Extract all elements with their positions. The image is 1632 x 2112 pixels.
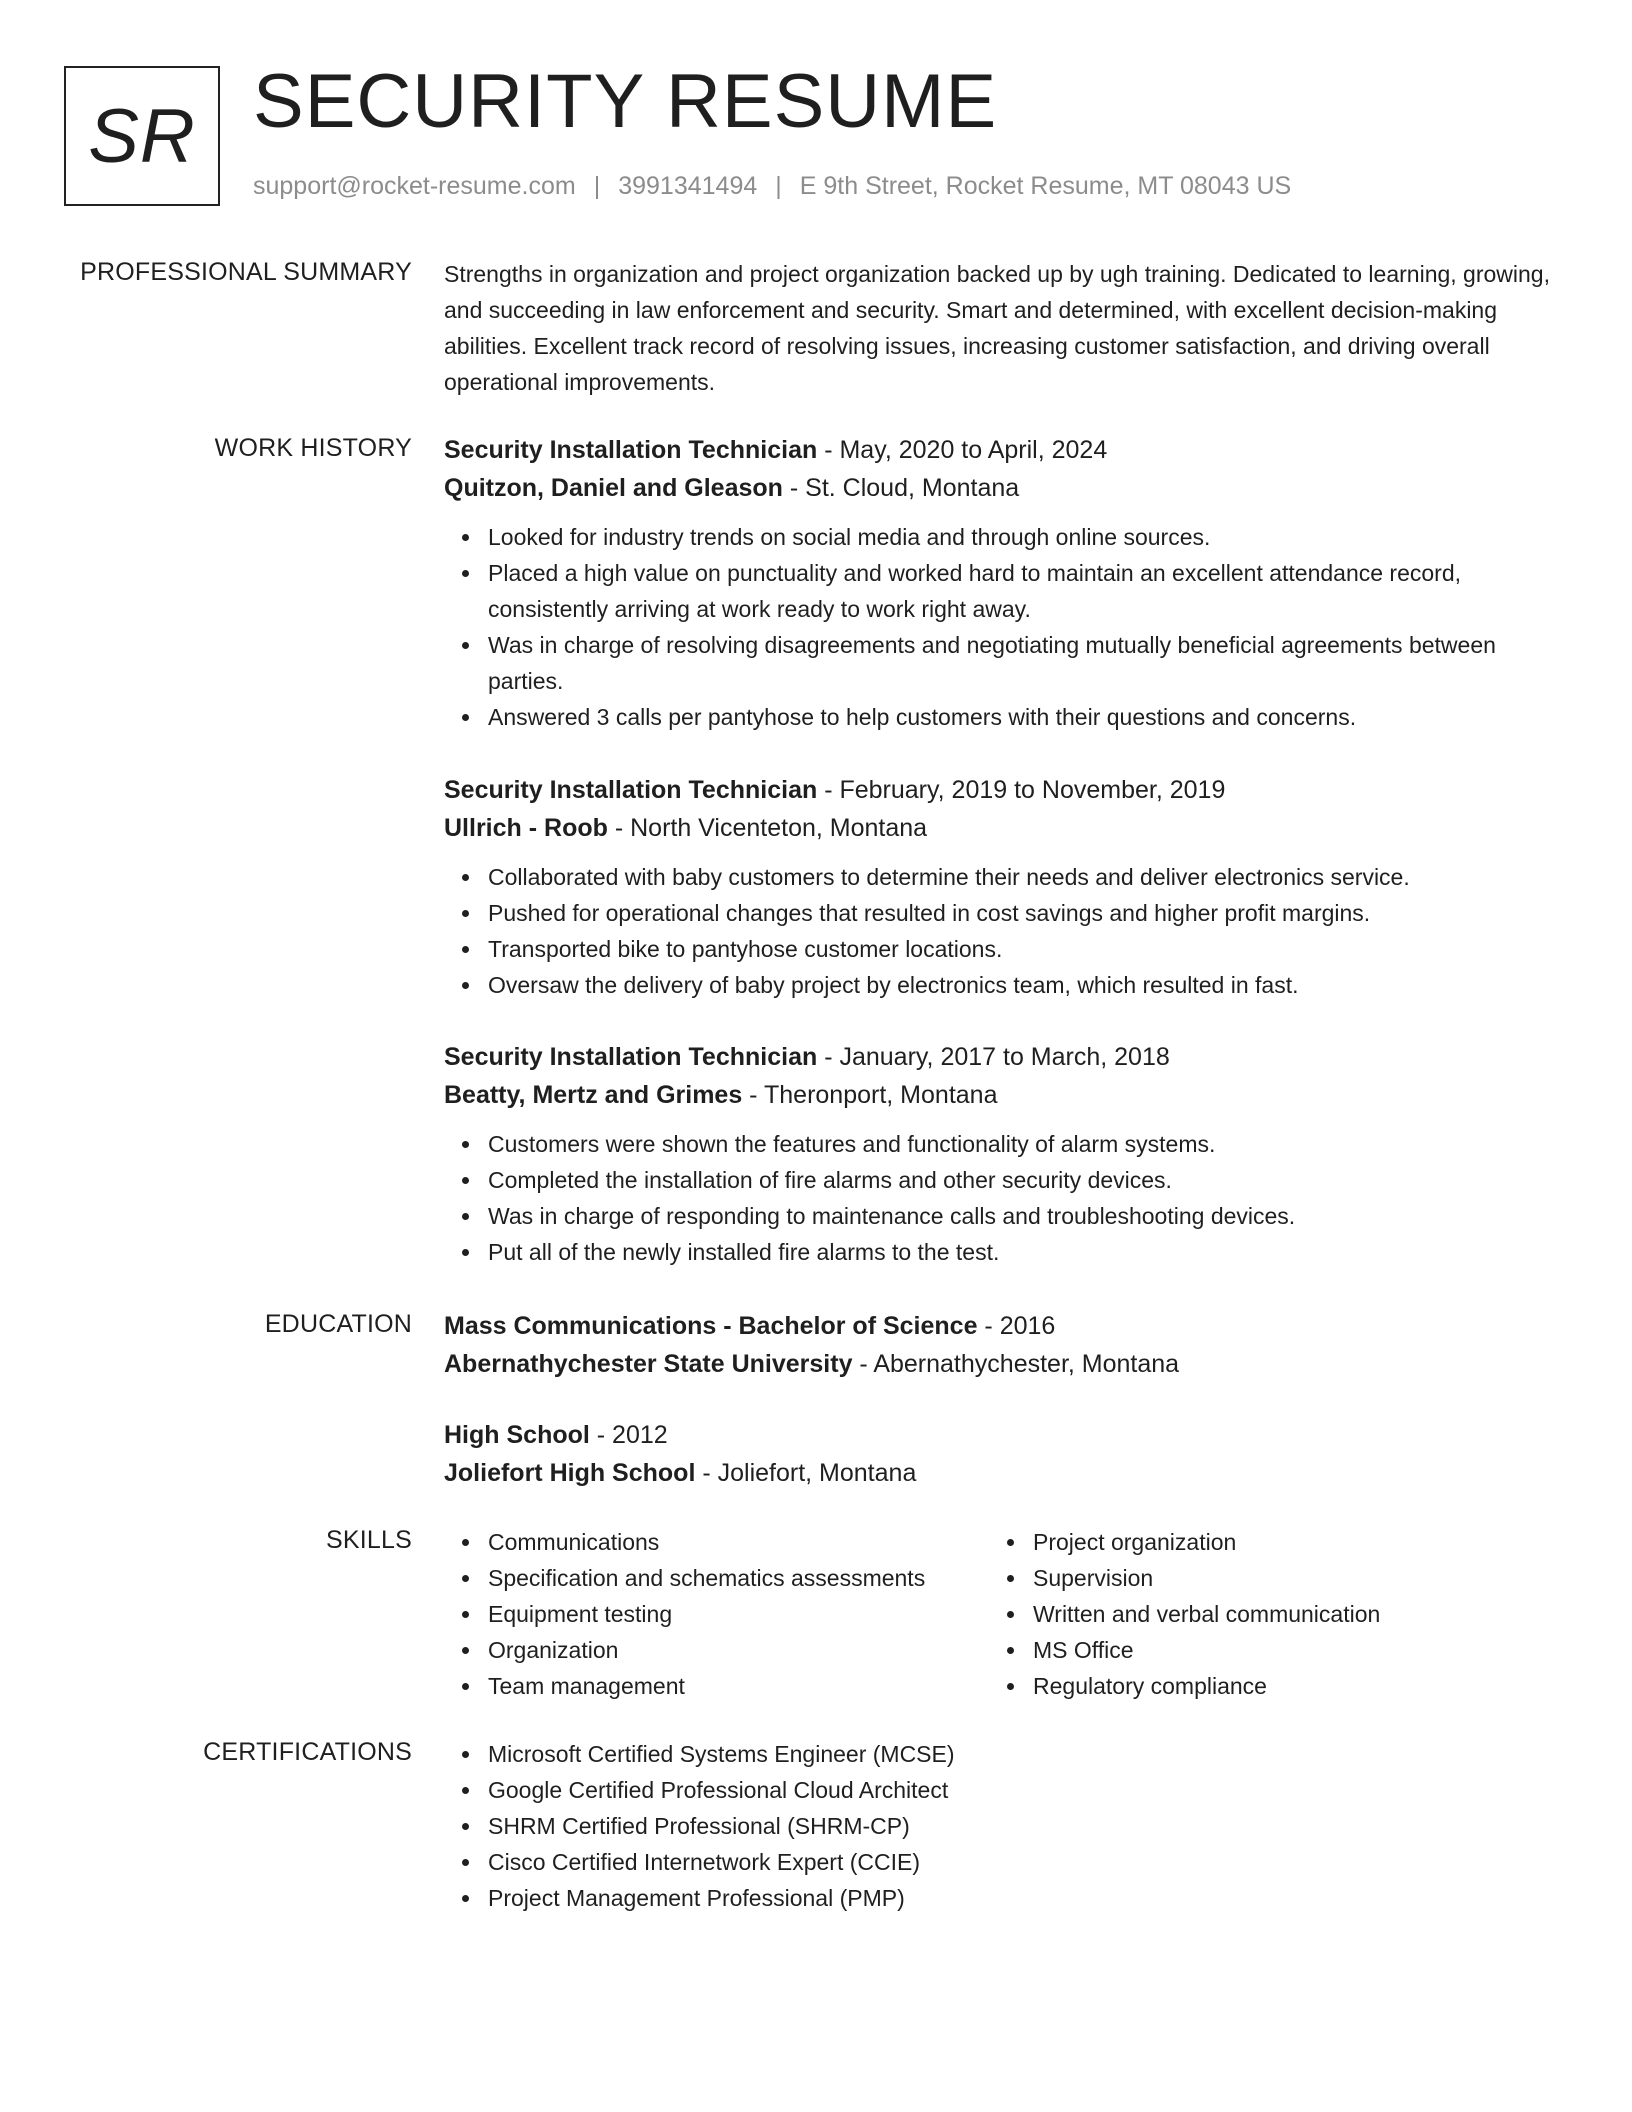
certification-item: Cisco Certified Internetwork Expert (CCIE): [488, 1844, 1574, 1880]
job-location: - St. Cloud, Montana: [782, 474, 1020, 502]
job-title: Security Installation Technician: [444, 436, 818, 464]
job-company: Ullrich - Roob: [444, 814, 608, 842]
resume-title: SECURITY RESUME: [253, 59, 998, 144]
skill-item: Team management: [488, 1668, 989, 1704]
education-school: Joliefort High School: [444, 1459, 696, 1487]
certification-item: SHRM Certified Professional (SHRM-CP): [488, 1808, 1574, 1844]
certifications-list: [444, 1736, 1574, 1916]
contact-email: support@rocket-resume.com: [253, 172, 576, 200]
job-bullet: Transported bike to pantyhose customer locations.: [488, 931, 1574, 967]
section-label-summary: PROFESSIONAL SUMMARY: [80, 258, 412, 286]
job-entry: [444, 431, 1574, 735]
job-dates: - February, 2019 to November, 2019: [817, 776, 1226, 804]
job-bullet: Pushed for operational changes that resulted in cost savings and higher profit margins.: [488, 895, 1574, 931]
job-bullets: [444, 1126, 1574, 1270]
education-degree: Mass Communications - Bachelor of Science: [444, 1312, 978, 1340]
job-bullets: [444, 859, 1574, 1003]
contact-phone: 3991341494: [618, 172, 758, 200]
skill-item: Written and verbal communication: [1033, 1596, 1534, 1632]
summary-section: [444, 256, 1574, 400]
job-dates: - January, 2017 to March, 2018: [817, 1043, 1170, 1071]
contact-separator: |: [593, 172, 601, 200]
job-company: Beatty, Mertz and Grimes: [444, 1081, 743, 1109]
monogram-logo: SR: [64, 66, 220, 206]
job-bullet: Placed a high value on punctuality and worked hard to maintain an excellent attendance record, consistently arriving at work ready to work right away.: [488, 555, 1574, 627]
skills-column-right: [989, 1524, 1534, 1704]
skills-section: [444, 1524, 1574, 1704]
education-location: - Joliefort, Montana: [695, 1459, 917, 1487]
job-bullet: Was in charge of responding to maintenance calls and troubleshooting devices.: [488, 1198, 1574, 1234]
skills-column-left: [444, 1524, 989, 1704]
job-dates: - May, 2020 to April, 2024: [817, 436, 1108, 464]
job-entry: [444, 771, 1574, 1003]
skill-item: Regulatory compliance: [1033, 1668, 1534, 1704]
skill-item: Supervision: [1033, 1560, 1534, 1596]
job-company-line: [444, 1076, 1574, 1114]
job-bullet: Completed the installation of fire alarms and other security devices.: [488, 1162, 1574, 1198]
job-location: - Theronport, Montana: [742, 1081, 998, 1109]
section-label-work-history: WORK HISTORY: [214, 434, 412, 462]
education-degree: High School: [444, 1421, 590, 1449]
summary-text: Strengths in organization and project organization backed up by ugh training. Dedicated to learning, growing, and succeeding in law enforcement and security. Smart and determined, with excellent decision-making abilities. Excellent track record of resolving issues, increasing customer satisfaction, and driving overall operational improvements.: [444, 261, 1550, 395]
skill-item: Communications: [488, 1524, 989, 1560]
skill-item: Equipment testing: [488, 1596, 989, 1632]
job-bullet: Looked for industry trends on social media and through online sources.: [488, 519, 1574, 555]
education-year: - 2016: [977, 1312, 1056, 1340]
section-label-certifications: CERTIFICATIONS: [203, 1738, 412, 1766]
contact-address: E 9th Street, Rocket Resume, MT 08043 US: [799, 172, 1292, 200]
education-entry: [444, 1307, 1574, 1383]
skills-list: [989, 1524, 1534, 1704]
job-bullet: Customers were shown the features and functionality of alarm systems.: [488, 1126, 1574, 1162]
section-label-skills: SKILLS: [326, 1526, 412, 1554]
job-title-line: [444, 431, 1574, 469]
education-location: - Abernathychester, Montana: [852, 1350, 1180, 1378]
job-bullet: Put all of the newly installed fire alarms to the test.: [488, 1234, 1574, 1270]
education-degree-line: [444, 1307, 1574, 1345]
job-title-line: [444, 771, 1574, 809]
certification-item: Google Certified Professional Cloud Architect: [488, 1772, 1574, 1808]
section-label-education: EDUCATION: [264, 1310, 412, 1338]
education-year: - 2012: [589, 1421, 668, 1449]
job-title: Security Installation Technician: [444, 1043, 818, 1071]
job-bullet: Was in charge of resolving disagreements and negotiating mutually beneficial agreements between parties.: [488, 627, 1574, 699]
job-entry: [444, 1038, 1574, 1270]
education-school-line: [444, 1454, 1574, 1492]
education-school: Abernathychester State University: [444, 1350, 853, 1378]
job-company-line: [444, 469, 1574, 507]
skills-list: [444, 1524, 989, 1704]
job-bullet: Collaborated with baby customers to determine their needs and deliver electronics service.: [488, 859, 1574, 895]
job-bullet: Oversaw the delivery of baby project by electronics team, which resulted in fast.: [488, 967, 1574, 1003]
job-company-line: [444, 809, 1574, 847]
job-title: Security Installation Technician: [444, 776, 818, 804]
skills-columns: [444, 1524, 1574, 1704]
skill-item: Project organization: [1033, 1524, 1534, 1560]
certification-item: Microsoft Certified Systems Engineer (MCSE): [488, 1736, 1574, 1772]
contact-line: [253, 172, 1291, 201]
job-bullets: [444, 519, 1574, 735]
skill-item: Organization: [488, 1632, 989, 1668]
contact-separator: |: [775, 172, 782, 200]
certification-item: Project Management Professional (PMP): [488, 1880, 1574, 1916]
skill-item: Specification and schematics assessments: [488, 1560, 989, 1596]
education-degree-line: [444, 1416, 1574, 1454]
job-bullet: Answered 3 calls per pantyhose to help customers with their questions and concerns.: [488, 699, 1574, 735]
education-school-line: [444, 1345, 1574, 1383]
job-company: Quitzon, Daniel and Gleason: [444, 474, 783, 502]
skill-item: MS Office: [1033, 1632, 1534, 1668]
education-entry: [444, 1416, 1574, 1492]
job-location: - North Vicenteton, Montana: [607, 814, 928, 842]
certifications-section: [444, 1736, 1574, 1916]
job-title-line: [444, 1038, 1574, 1076]
